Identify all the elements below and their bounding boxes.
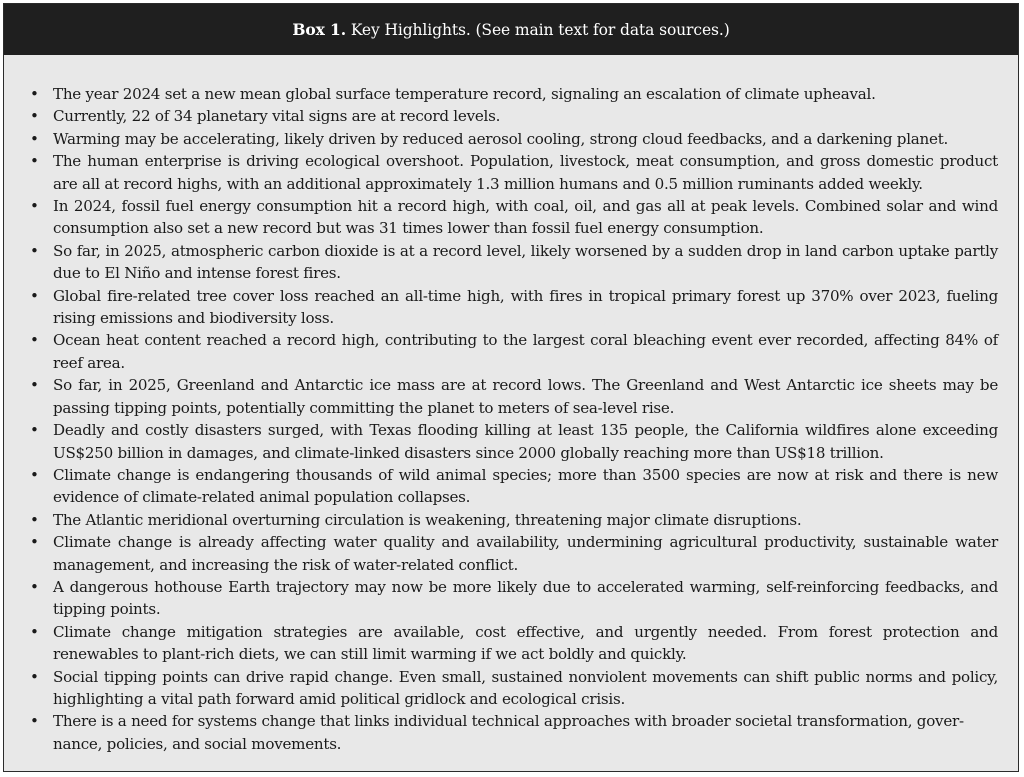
highlight-text: The human enterprise is driving ecological overshoot. Population, livestock, meat consumption, and gross domestic product are all at record highs, with an additional approximately 1.3 million humans and 0.5 million ruminants added weekly.	[53, 152, 998, 193]
bullet-icon: •	[30, 510, 39, 529]
bullet-icon: •	[30, 107, 39, 126]
list-item	[28, 329, 998, 374]
highlight-text: A dangerous hothouse Earth trajectory may now be more likely due to accelerated warming, self-reinforcing feedbacks, and tipping points.	[53, 577, 998, 619]
list-item	[28, 621, 998, 666]
highlight-text: Climate change is already affecting water quality and availability, undermining agricultural productivity, sustainable water management, and increasing the risk of water-related conflict.	[53, 533, 998, 574]
highlight-text: Deadly and costly disasters surged, with Texas flooding killing at least 135 people, the California wildfires alone exceeding US$250 billion in damages, and climate-linked disasters since 2000 globally reaching more than US$18 trillion.	[53, 421, 998, 462]
bullet-icon: •	[30, 533, 39, 552]
list-item	[28, 464, 998, 509]
list-item	[28, 419, 998, 464]
bullet-icon: •	[30, 152, 39, 171]
list-item	[28, 374, 998, 419]
highlight-text: Warming may be accelerating, likely driven by reduced aerosol cooling, strong cloud feedbacks, and a darkening planet.	[53, 129, 949, 148]
bullet-icon: •	[30, 286, 39, 305]
list-item	[28, 240, 998, 285]
bullet-icon: •	[30, 577, 39, 596]
list-item	[28, 128, 998, 150]
highlight-text: Social tipping points can drive rapid change. Even small, sustained nonviolent movements can shift public norms and policy, highlighting a vital path forward amid political gridlock and ecological crisis.	[53, 667, 998, 708]
list-item	[28, 150, 998, 195]
highlight-text: Ocean heat content reached a record high, contributing to the largest coral bleaching event ever recorded, affecting 84% of reef area.	[53, 331, 998, 372]
list-item	[28, 195, 998, 240]
key-highlights-box	[3, 3, 1019, 772]
list-item	[28, 710, 998, 755]
highlight-text: There is a need for systems change that links individual technical approaches with broader societal transformation, governance, policies, and social movements.	[53, 712, 965, 753]
bullet-icon: •	[30, 85, 39, 103]
bullet-icon: •	[30, 465, 39, 484]
bullet-icon: •	[30, 197, 39, 216]
box-title: Key Highlights. (See main text for data sources.)	[350, 20, 730, 39]
bullet-icon: •	[30, 376, 39, 395]
box-header	[4, 4, 1018, 55]
bullet-icon: •	[30, 622, 39, 641]
highlight-text: Global fire-related tree cover loss reached an all-time high, with fires in tropical primary forest up 370% over 2023, fueling rising emissions and biodiversity loss.	[53, 286, 998, 328]
list-item	[28, 285, 998, 330]
list-item	[28, 105, 998, 127]
list-item	[28, 531, 998, 576]
bullet-icon: •	[30, 129, 39, 148]
highlight-text: The year 2024 set a new mean global surface temperature record, signaling an escalation of climate upheaval.	[53, 85, 876, 103]
highlight-text: Climate change is endangering thousands of wild animal species; more than 3500 species are now at risk and there is new evidence of climate-related animal population collapses.	[53, 465, 998, 507]
box-label: Box 1.	[292, 20, 346, 39]
highlight-text: Climate change mitigation strategies are available, cost effective, and urgently needed. From forest protection and renewables to plant-rich diets, we can still limit warming if we act boldly and quickly.	[53, 622, 998, 664]
highlights-list	[4, 55, 1018, 755]
bullet-icon: •	[30, 667, 39, 686]
highlight-text: So far, in 2025, atmospheric carbon dioxide is at a record level, likely worsened by a sudden drop in land carbon uptake partly due to El Niño and intense forest fires.	[53, 241, 998, 283]
list-item	[28, 666, 998, 711]
highlight-text: So far, in 2025, Greenland and Antarctic ice mass are at record lows. The Greenland and West Antarctic ice sheets may be passing tipping points, potentially committing the planet to meters of sea-level rise.	[53, 376, 998, 417]
list-item	[28, 576, 998, 621]
bullet-icon: •	[30, 241, 39, 260]
highlight-text: Currently, 22 of 34 planetary vital signs are at record levels.	[53, 107, 501, 126]
list-item	[28, 509, 998, 531]
bullet-icon: •	[30, 421, 39, 440]
bullet-icon: •	[30, 331, 39, 350]
highlight-text: In 2024, fossil fuel energy consumption hit a record high, with coal, oil, and gas all at peak levels. Combined solar and wind consumption also set a new record but was 31 times lower than fossil fuel energy consumption.	[53, 197, 998, 238]
highlight-text: The Atlantic meridional overturning circulation is weakening, threatening major climate disruptions.	[53, 510, 802, 529]
list-item	[28, 83, 998, 105]
bullet-icon: •	[30, 712, 39, 731]
